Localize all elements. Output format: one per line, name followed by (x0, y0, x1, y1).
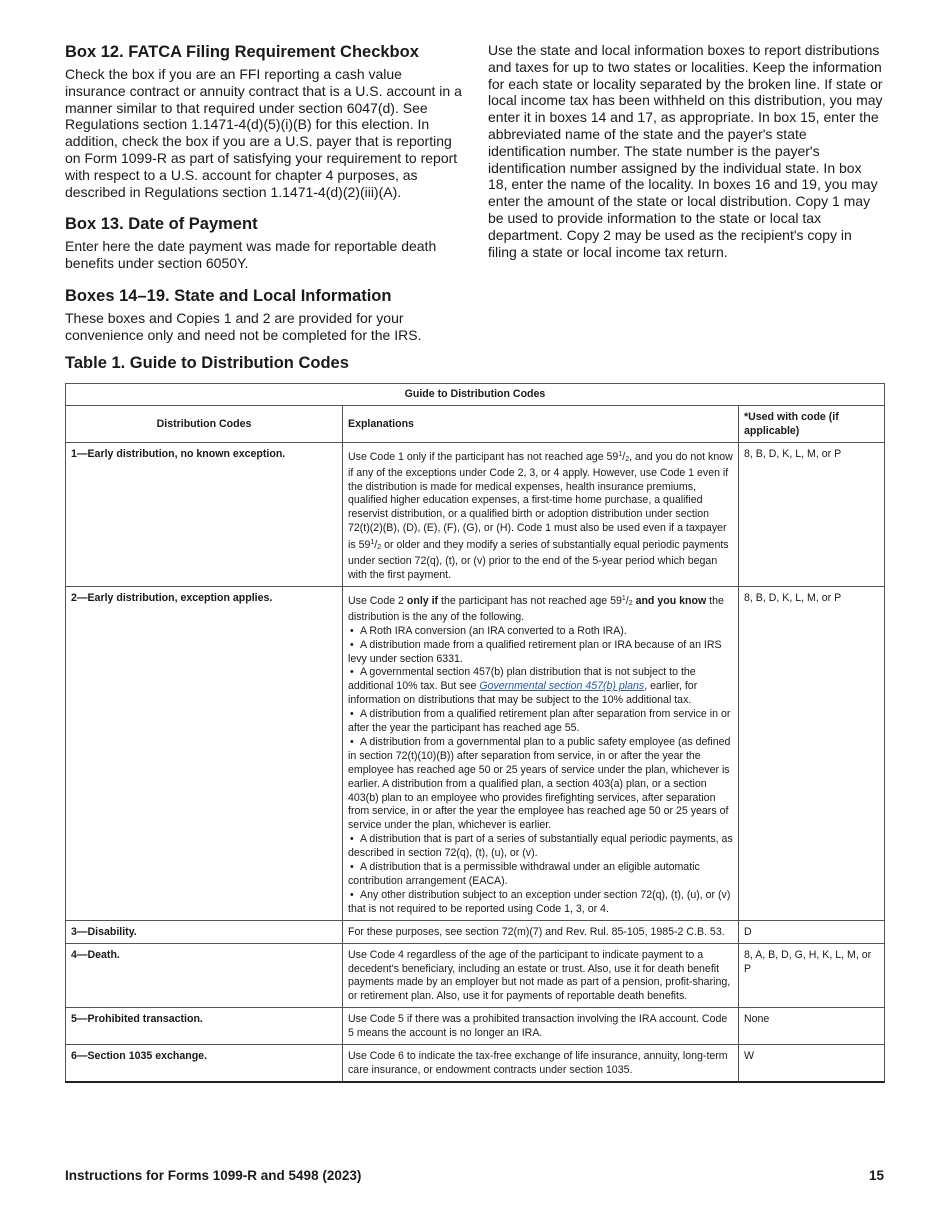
box13-text: Enter here the date payment was made for reportable death benefits under section 6050Y. (65, 238, 437, 272)
bullet-item: • A Roth IRA conversion (an IRA converted to a Roth IRA). (348, 625, 733, 639)
row-code: 2—Early distribution, exception applies. (66, 586, 343, 920)
table-row (66, 1008, 885, 1045)
table-row (66, 442, 885, 586)
box12-heading: Box 12. FATCA Filing Requirement Checkbox (65, 43, 419, 61)
bullet-item: • Any other distribution subject to an exception under section 72(q), (t), (u), or (v) that is not required to be reported using Code 1, 3, or 4. (348, 889, 733, 917)
bullet-item: • A distribution from a qualified retirement plan after separation from service in or after the year the participant has reached age 55. (348, 708, 733, 736)
table-title: Table 1. Guide to Distribution Codes (65, 354, 349, 372)
bullet-item: • A governmental section 457(b) plan distribution that is not subject to the additional 10% tax. But see Governmental section 457(b) plans, earlier, for information on distributions that may be subject to the 10% additional tax. (348, 666, 733, 708)
header-used-with-code: *Used with code (if applicable) (739, 405, 885, 442)
row-used-with: D (739, 920, 885, 943)
state-local-info-text: Use the state and local information boxes to report distributions and taxes for up to two states or localities. Keep the information for each state or locality separated by the broken line. If state or local income tax has been withheld on this distribution, you may enter it in boxes 14 and 17, as appropriate. In box 15, enter the abbreviated name of the state and the payer's state identification number. The state number is the payer's identification number assigned by the individual state. In box 18, enter the name of the locality. In boxes 16 and 19, you may enter the amount of the state or local distribution. Copy 1 may be used to provide information to the state or local tax department. Copy 2 may be used as the recipient's copy in filing a state or local income tax return. (488, 42, 883, 260)
row-explanation: Use Code 5 if there was a prohibited transaction involving the IRA account. Code 5 means the account is no longer an IRA. (343, 1008, 739, 1045)
header-distribution-codes: Distribution Codes (66, 405, 343, 442)
left-column (65, 42, 465, 358)
bullet-item: • A distribution that is a permissible withdrawal under an eligible automatic contribution arrangement (EACA). (348, 861, 733, 889)
table-row (66, 920, 885, 943)
row-code: 1—Early distribution, no known exception. (66, 442, 343, 586)
box13-heading: Box 13. Date of Payment (65, 215, 258, 234)
row-used-with: 8, B, D, K, L, M, or P (739, 586, 885, 920)
row-used-with: W (739, 1045, 885, 1082)
table-row (66, 586, 885, 920)
bullet-item: • A distribution made from a qualified retirement plan or IRA because of an IRS levy under section 6331. (348, 639, 733, 667)
page-number: 15 (868, 1168, 884, 1183)
row-code: 5—Prohibited transaction. (66, 1008, 343, 1045)
row-used-with: 8, A, B, D, G, H, K, L, M, or P (739, 943, 885, 1008)
table-caption: Guide to Distribution Codes (66, 384, 885, 406)
row-code: 6—Section 1035 exchange. (66, 1045, 343, 1082)
distribution-codes-table (65, 383, 885, 1083)
table-row (66, 943, 885, 1008)
bullet-item: • A distribution that is part of a series of substantially equal periodic payments, as described in section 72(q), (t), (u), or (v). (348, 833, 733, 861)
row-used-with: None (739, 1008, 885, 1045)
box14-19-heading: Boxes 14–19. State and Local Information (65, 286, 392, 305)
row-used-with: 8, B, D, K, L, M, or P (739, 442, 885, 586)
row-explanation: Use Code 1 only if the participant has not reached age $59^1/_2$, and you do not know if any of the exceptions under Code 2, 3, or 4 apply. However, use Code 1 even if the distribution is made for medical expenses, health insurance premiums, qualified higher education expenses, a first-time home purchase, a qualified reservist distribution, or a qualified birth or adoption distribution under section 72(t)(2)(B), (D), (E), (F), (G), or (H). Code 1 must also be used even if a taxpayer is $59^1/_2$ or older and they modify a series of substantially equal periodic payments under section 72(q), (t), or (v) prior to the end of the 5-year period which began with the first payment. (343, 442, 739, 586)
row-explanation: Use Code 2 only if the participant has not reached age $59^1/_2$ and you know the distribution is the any of the following. • A Roth IRA conversion (an IRA converted to a Roth IRA). • A distribution made from a qualified retirement plan or IRA because of an IRS levy under section 6331. • A governmental section 457(b) plan distribution that is not subject to the additional 10% tax. But see Governmental section 457(b) plans, earlier, for information on distributions that may be subject to the 10% additional tax. • A distribution from a qualified retirement plan after separation from service in or after the year the participant has reached age 55. • A distribution from a governmental plan to a public safety employee (as defined in section 72(t)(10)(B)) after separation from service, in or after the year the employee has reached age 50 or 25 years of service under the plan, whichever is earlier. A distribution from a qualified plan, a section 403(a) plan, or a section 403(b) plan to an employee who provides firefighting services, after separation from service, in or after the year the employee has reached age 50 or 25 years of service under the plan, whichever is earlier. • A distribution that is part of a series of substantially equal periodic payments, as described in section 72(q), (t), (u), or (v). • A distribution that is a permissible withdrawal under an eligible automatic contribution arrangement (EACA). • Any other distribution subject to an exception under section 72(q), (t), (u), or (v) that is not required to be reported using Code 1, 3, or 4. (343, 586, 739, 920)
row-explanation: Use Code 6 to indicate the tax-free exchange of life insurance, annuity, long-term care insurance, or endowment contracts under section 1035. (343, 1045, 739, 1082)
header-explanations: Explanations (343, 405, 739, 442)
box12-text: Check the box if you are an FFI reporting a cash value insurance contract or annuity contract that is a U.S. account in a manner similar to that required under section 6047(d). See Regulations section 1.1471-4(d)(5)(i)(B) for this election. In addition, check the box if you are a U.S. payer that is reporting on Form 1099-R as part of satisfying your requirement to report with respect to a U.S. account for chapter 4 purposes, as described in Regulations section 1.1471-4(d)(2)(iii)(A). (65, 66, 462, 200)
bullet-item: • A distribution from a governmental plan to a public safety employee (as defined in section 72(t)(10)(B)) after separation from service, in or after the year the employee has reached age 50 or 25 years of service under the plan, whichever is earlier. A distribution from a qualified plan, a section 403(a) plan, or a section 403(b) plan to an employee who provides firefighting services, after separation from service, in or after the year the employee has reached age 50 or 25 years of service under the plan, whichever is earlier. (348, 736, 733, 833)
row-code: 3—Disability. (66, 920, 343, 943)
table-row (66, 1045, 885, 1082)
row-explanation: For these purposes, see section 72(m)(7) and Rev. Rul. 85-105, 1985-2 C.B. 53. (343, 920, 739, 943)
footer-title: Instructions for Forms 1099-R and 5498 (2023) (65, 1168, 362, 1183)
governmental-457b-link[interactable]: Governmental section 457(b) plans (479, 680, 645, 693)
row-code: 4—Death. (66, 943, 343, 1008)
right-column (488, 42, 884, 260)
row-explanation: Use Code 4 regardless of the age of the participant to indicate payment to a decedent's beneficiary, including an estate or trust. Also, use it for death benefit payments made by an employer but not made as part of a pension, profit-sharing, or retirement plan. Also, use it for payments of reportable death benefits. (343, 943, 739, 1008)
box14-19-text: These boxes and Copies 1 and 2 are provided for your convenience only and need not be completed for the IRS. (65, 309, 422, 343)
